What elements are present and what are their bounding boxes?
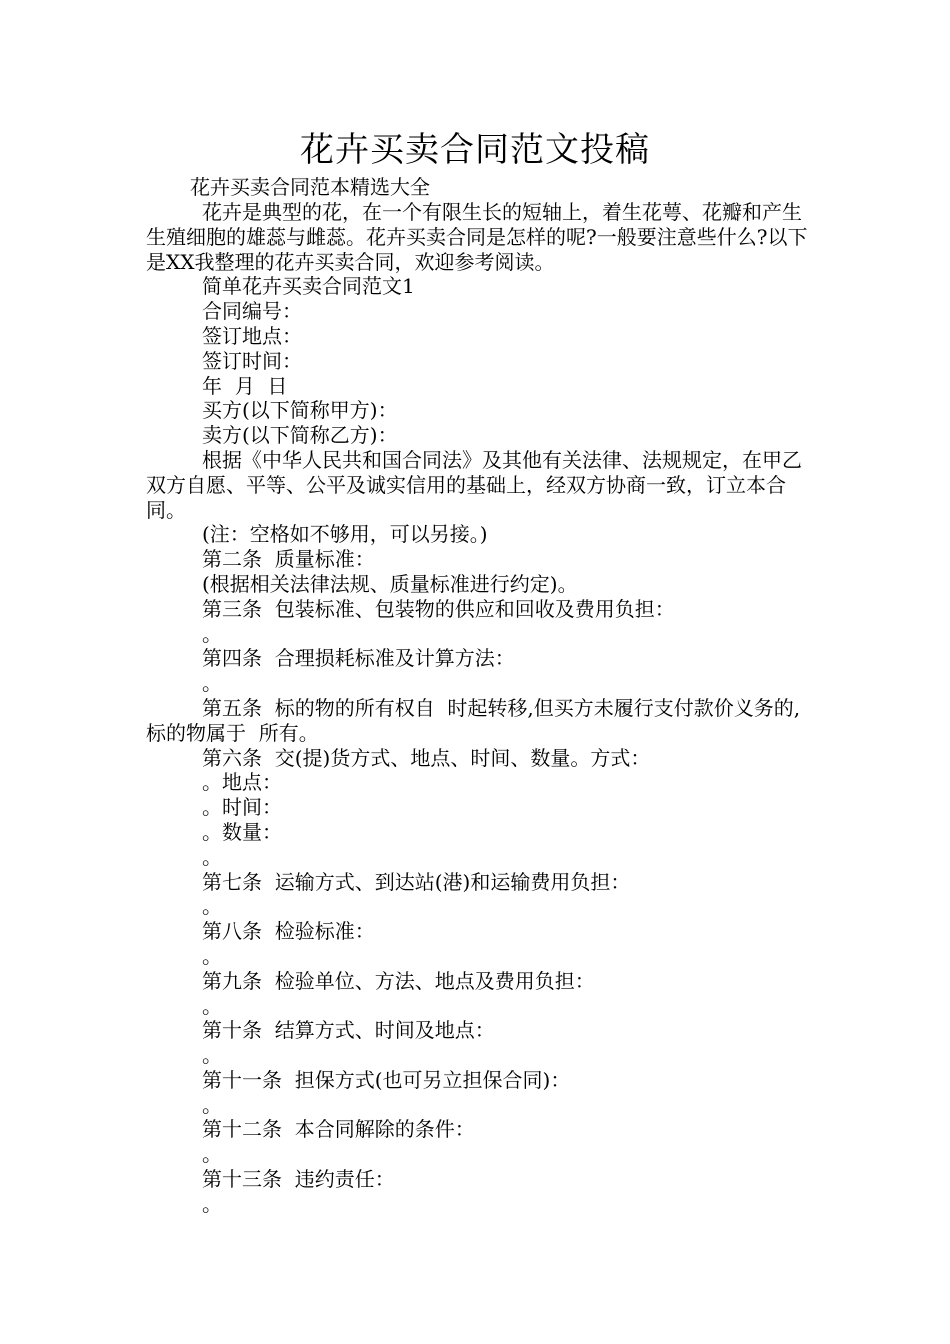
sign-time-line: 签订时间：	[202, 348, 302, 373]
document-subtitle: 花卉买卖合同范本精选大全	[190, 175, 430, 199]
article-6: 第六条 交(提)货方式、地点、时间、数量。方式：	[202, 745, 651, 770]
article-3: 第三条 包装标准、包装物的供应和回收及费用负担：	[202, 596, 675, 621]
article-4-blank: 。	[202, 671, 222, 696]
document-title: 花卉买卖合同范文投稿	[300, 130, 650, 170]
article-12-blank: 。	[202, 1142, 222, 1167]
intro-paragraph: 花卉是典型的花，在一个有限生长的短轴上，着生花萼、花瓣和产生生殖细胞的雄蕊与雌蕊。花卉买卖合同是怎样的呢?一般要注意些什么?以下是XX我整理的花卉买卖合同，欢迎参考阅读。	[146, 200, 808, 274]
buyer-line: 买方(以下简称甲方)：	[202, 398, 398, 423]
article-10-blank: 。	[202, 1043, 222, 1068]
article-9: 第九条 检验单位、方法、地点及费用负担：	[202, 968, 595, 993]
article-5: 第五条 标的物的所有权自 时起转移,但买方未履行支付款价义务的,标的物属于 所有。	[146, 695, 801, 745]
article-13-blank: 。	[202, 1191, 222, 1216]
note-line: (注：空格如不够用，可以另接。)	[202, 522, 488, 547]
basis-paragraph: 根据《中华人民共和国合同法》及其他有关法律、法规规定，在甲乙双方自愿、平等、公平及诚实信用的基础上，经双方协商一致，订立本合同。	[146, 447, 802, 522]
article-8: 第八条 检验标准：	[202, 919, 375, 944]
document-body	[146, 200, 810, 1217]
seller-line: 卖方(以下简称乙方)：	[202, 423, 398, 448]
article-7-blank: 。	[202, 894, 222, 919]
sign-place-line: 签订地点：	[202, 323, 302, 348]
article-2-detail: (根据相关法律法规、质量标准进行约定)。	[202, 571, 578, 596]
article-12: 第十二条 本合同解除的条件：	[202, 1117, 475, 1142]
article-8-blank: 。	[202, 943, 222, 968]
article-7: 第七条 运输方式、到达站(港)和运输费用负担：	[202, 869, 631, 894]
article-11-blank: 。	[202, 1092, 222, 1117]
article-6-quantity: 。数量：	[202, 819, 282, 844]
article-4: 第四条 合理损耗标准及计算方法：	[202, 646, 515, 671]
article-3-blank: 。	[202, 621, 222, 646]
article-6-place: 。地点：	[202, 770, 282, 795]
date-line: 年 月 日	[202, 373, 288, 398]
article-11: 第十一条 担保方式(也可另立担保合同)：	[202, 1067, 571, 1092]
contract-number-line: 合同编号：	[202, 299, 302, 324]
article-2: 第二条 质量标准：	[202, 547, 375, 572]
article-13: 第十三条 违约责任：	[202, 1167, 395, 1192]
section-title: 简单花卉买卖合同范文1	[202, 274, 415, 299]
article-10: 第十条 结算方式、时间及地点：	[202, 1018, 495, 1043]
article-9-blank: 。	[202, 993, 222, 1018]
article-6-time: 。时间：	[202, 795, 282, 820]
article-6-blank: 。	[202, 844, 222, 869]
